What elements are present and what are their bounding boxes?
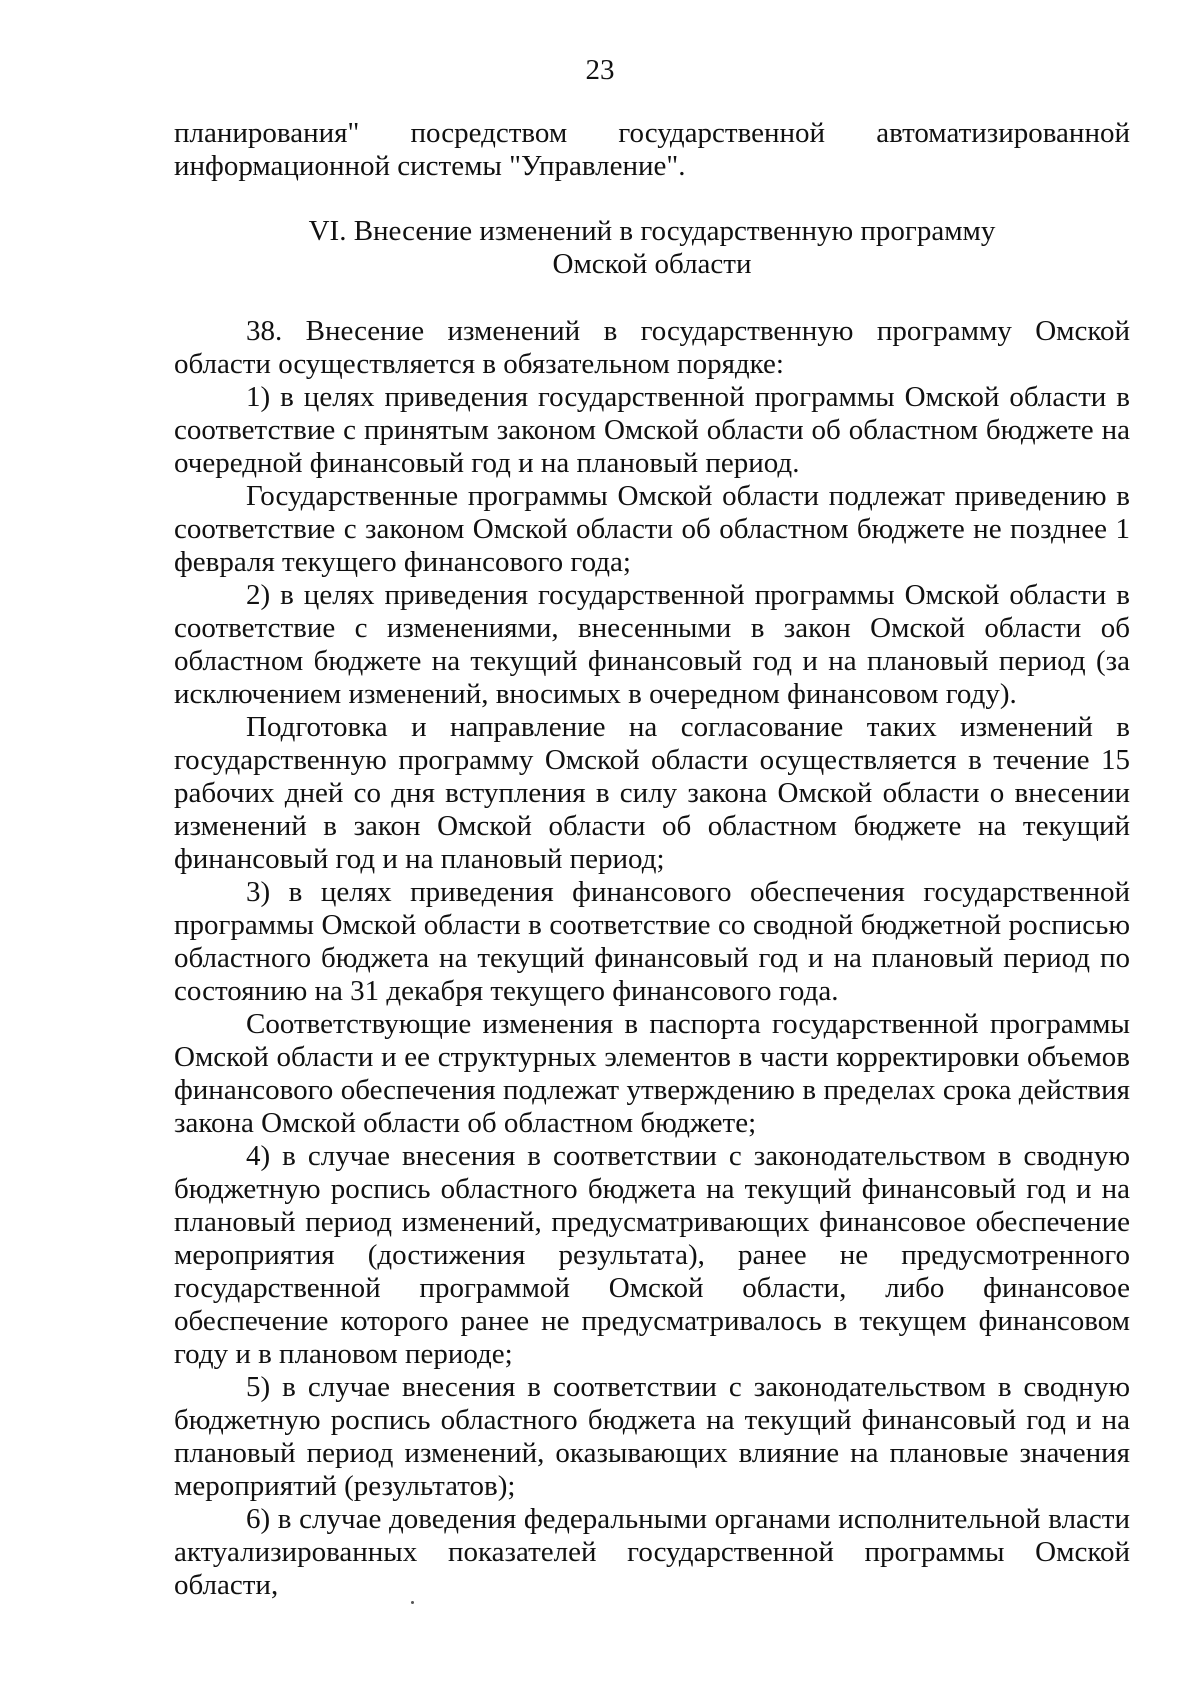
section-heading-line-1: VI. Внесение изменений в государственную программу xyxy=(308,215,996,247)
paragraph-deadline-feb: Государственные программы Омской области подлежат приведению в соответствие с законом Омской области об областном бюджете не позднее 1 февраля текущего финансового года; xyxy=(174,480,1130,578)
paragraph-preparation: Подготовка и направление на согласование таких изменений в государственную программу Омской области осуществляется в течение 15 рабочих дней со дня вступления в силу закона Омской области о внесении изменений в закон Омской области об областном бюджете на текущий финансовый год и на плановый период; xyxy=(174,711,1130,875)
section-heading xyxy=(174,215,1130,281)
scan-artifact-dot xyxy=(411,1601,414,1604)
paragraph-passport-changes: Соответствующие изменения в паспорта государственной программы Омской области и ее структурных элементов в части корректировки объемов финансового обеспечения подлежат утверждению в пределах срока действия закона Омской области об областном бюджете; xyxy=(174,1008,1130,1139)
paragraph-38-intro: 38. Внесение изменений в государственную программу Омской области осуществляется в обязательном порядке: xyxy=(174,315,1130,380)
list-item-5: 5) в случае внесения в соответствии с законодательством в сводную бюджетную роспись областного бюджета на текущий финансовый год и на плановый период изменений, оказывающих влияние на плановые значения мероприятий (результатов); xyxy=(174,1371,1130,1502)
list-item-6: 6) в случае доведения федеральными органами исполнительной власти актуализированных показателей государственной программы Омской области, xyxy=(174,1503,1130,1601)
section-heading-line-2: Омской области xyxy=(552,248,752,280)
list-item-2: 2) в целях приведения государственной программы Омской области в соответствие с изменениями, внесенными в закон Омской области об областном бюджете на текущий финансовый год и на плановый период (за исключением изменений, вносимых в очередном финансовом году). xyxy=(174,579,1130,710)
document-body xyxy=(174,117,1130,1602)
list-item-3: 3) в целях приведения финансового обеспечения государственной программы Омской области в соответствие со сводной бюджетной росписью областного бюджета на текущий финансовый год и на плановый период по состоянию на 31 декабря текущего финансового года. xyxy=(174,876,1130,1007)
list-item-4: 4) в случае внесения в соответствии с законодательством в сводную бюджетную роспись областного бюджета на текущий финансовый год и на плановый период изменений, предусматривающих финансовое обеспечение мероприятия (достижения результата), ранее не предусмотренного государственной программой Омской области, либо финансовое обеспечение которого ранее не предусматривалось в текущем финансовом году и в плановом периоде; xyxy=(174,1140,1130,1370)
continuation-line-2: информационной системы "Управление". xyxy=(174,150,686,182)
page-number: 23 xyxy=(585,54,615,86)
list-item-1: 1) в целях приведения государственной программы Омской области в соответствие с принятым законом Омской области об областном бюджете на очередной финансовый год и на плановый период. xyxy=(174,381,1130,479)
continuation-line-1: планирования" посредством государственной автоматизированной xyxy=(174,117,1130,149)
